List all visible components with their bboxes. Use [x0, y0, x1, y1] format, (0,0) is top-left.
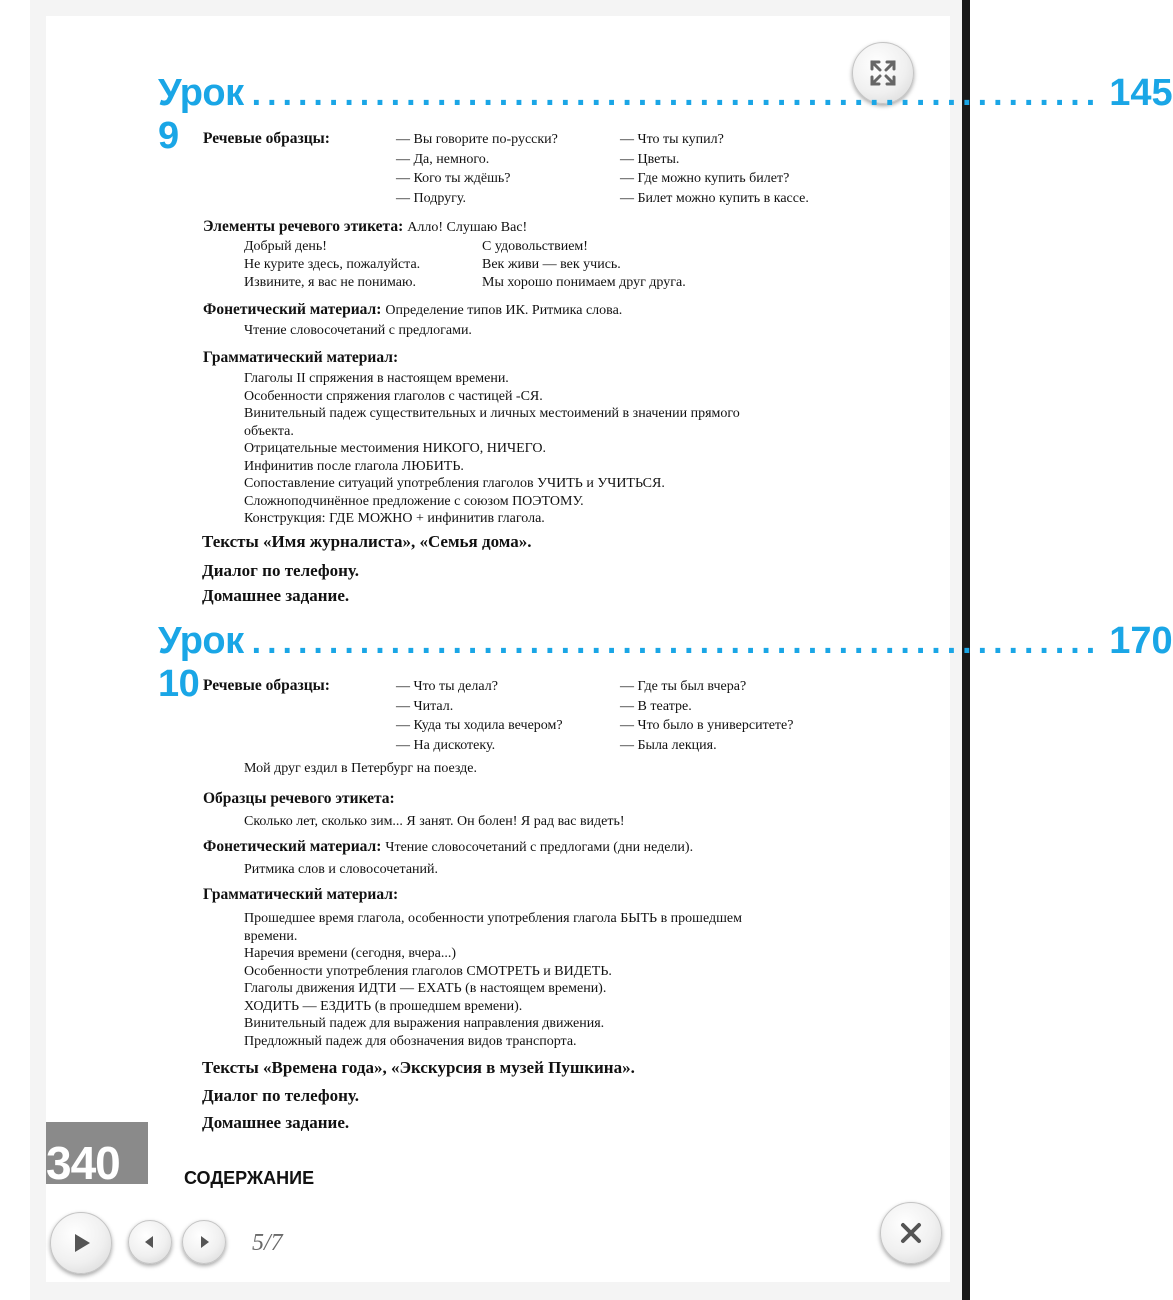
- close-button[interactable]: [880, 1202, 942, 1264]
- grammar-line: Особенности спряжения глаголов с частицей -СЯ.: [244, 388, 543, 404]
- lesson10-etiquette-line: Сколько лет, сколько зим... Я занят. Он болен! Я рад вас видеть!: [244, 814, 625, 829]
- prev-page-button[interactable]: [128, 1220, 172, 1264]
- lesson10-speech-label: Речевые образцы:: [203, 677, 330, 694]
- grammar-line: объекта.: [244, 423, 294, 439]
- etiquette-line: Извините, я вас не понимаю.: [244, 275, 416, 290]
- lesson10-phonetic-line: Ритмика слов и словосочетаний.: [244, 862, 439, 877]
- lesson10-grammar-list: [244, 910, 742, 1050]
- lesson10-speech-extra: Мой друг ездил в Петербург на поезде.: [244, 761, 478, 776]
- grammar-line: Прошедшее время глагола, особенности употребления глагола БЫТЬ в прошедшем: [244, 911, 742, 926]
- lesson10-phonetic-row: [203, 838, 693, 856]
- etiquette-line: Мы хорошо понимаем друг друга.: [482, 275, 686, 290]
- lesson9-page: 145: [1109, 72, 1173, 114]
- speech-line: — Была лекция.: [620, 737, 717, 753]
- speech-line: — Что ты купил?: [620, 132, 724, 147]
- grammar-line: Винительный падеж для выражения направления движения.: [244, 1016, 605, 1031]
- lesson10-title: Урок 10: [158, 620, 244, 705]
- lesson10-speech-grid: [396, 677, 860, 755]
- chevron-left-icon: [141, 1233, 159, 1251]
- etiquette-line: Не курите здесь, пожалуйста.: [244, 257, 421, 272]
- lesson9-etiquette-label: Элементы речевого этикета:: [203, 218, 404, 235]
- next-page-button[interactable]: [182, 1220, 226, 1264]
- lesson10-dialog: Диалог по телефону.: [202, 1086, 359, 1105]
- grammar-line: Глаголы движения ИДТИ — ЕХАТЬ (в настоящем времени).: [244, 981, 607, 996]
- lesson10-phonetic-inline: Чтение словосочетаний с предлогами (дни недели).: [385, 840, 694, 855]
- lesson9-phonetic-line: Чтение словосочетаний с предлогами.: [244, 323, 472, 338]
- page-number: 340: [46, 1137, 120, 1189]
- speech-line: — Вы говорите по-русски?: [396, 132, 558, 147]
- lesson9-etiquette-row: [203, 218, 527, 236]
- grammar-line: Инфинитив после глагола ЛЮБИТЬ.: [244, 458, 464, 474]
- lesson9-texts: Тексты «Имя журналиста», «Семья дома».: [202, 532, 532, 551]
- lesson9-phonetic-label: Фонетический материал:: [203, 301, 382, 318]
- speech-line: — Что ты делал?: [396, 679, 498, 694]
- lesson9-grammar-label: Грамматический материал:: [203, 349, 399, 366]
- speech-line: — Читал.: [396, 698, 454, 714]
- lesson10-etiquette-label: Образцы речевого этикета:: [203, 790, 395, 807]
- speech-line: — Подругу.: [396, 190, 466, 206]
- grammar-line: Отрицательные местоимения НИКОГО, НИЧЕГО.: [244, 441, 547, 456]
- speech-line: — Да, немного.: [396, 151, 490, 167]
- lesson9-speech-label: Речевые образцы:: [203, 130, 330, 147]
- lesson10-grammar-label: Грамматический материал:: [203, 886, 399, 903]
- lesson9-grammar-list: [244, 370, 740, 528]
- grammar-line: ХОДИТЬ — ЕЗДИТЬ (в прошедшем времени).: [244, 998, 523, 1014]
- speech-line: — Где ты был вчера?: [620, 679, 747, 694]
- close-icon: [899, 1221, 923, 1245]
- lesson9-etiquette-inline: Алло! Слушаю Вас!: [407, 220, 528, 235]
- grammar-line: Наречия времени (сегодня, вчера...): [244, 946, 457, 961]
- page-counter: 5/7: [252, 1230, 283, 1256]
- etiquette-line: С удовольствием!: [482, 239, 588, 254]
- play-button[interactable]: [50, 1212, 112, 1274]
- play-icon: [68, 1230, 94, 1256]
- lesson9-dialog: Диалог по телефону.: [202, 561, 359, 580]
- lesson9-etiquette-grid: [244, 238, 742, 292]
- speech-line: — Цветы.: [620, 151, 680, 167]
- lesson10-homework: Домашнее задание.: [202, 1113, 350, 1132]
- speech-line: — Билет можно купить в кассе.: [620, 190, 809, 206]
- lesson10-texts: Тексты «Времена года», «Экскурсия в музей Пушкина».: [202, 1058, 635, 1077]
- grammar-line: Предложный падеж для обозначения видов транспорта.: [244, 1033, 577, 1049]
- lesson9-homework: Домашнее задание.: [202, 586, 350, 605]
- grammar-line: Сложноподчинённое предложение с союзом ПОЭТОМУ.: [244, 493, 584, 509]
- grammar-line: Конструкция: ГДЕ МОЖНО + инфинитив глагола.: [244, 511, 545, 526]
- grammar-line: Винительный падеж существительных и личных местоимений в значении прямого: [244, 406, 740, 421]
- grammar-line: Сопоставление ситуаций употребления глаголов УЧИТЬ и УЧИТЬСЯ.: [244, 476, 665, 491]
- grammar-line: Особенности употребления глаголов СМОТРЕТЬ и ВИДЕТЬ.: [244, 963, 612, 979]
- lesson10-phonetic-label: Фонетический материал:: [203, 838, 382, 855]
- grammar-line: Глаголы II спряжения в настоящем времени.: [244, 371, 509, 386]
- grammar-line: времени.: [244, 928, 298, 944]
- lesson9-phonetic-inline: Определение типов ИК. Ритмика слова.: [385, 303, 623, 318]
- chevron-right-icon: [195, 1233, 213, 1251]
- speech-line: — Где можно купить билет?: [620, 171, 790, 186]
- speech-line: — В театре.: [620, 698, 692, 714]
- leader-dots: .......................................................: [251, 75, 1102, 113]
- speech-line: — Что было в университете?: [620, 718, 794, 733]
- section-title: СОДЕРЖАНИЕ: [184, 1168, 315, 1188]
- lesson9-title: Урок 9: [158, 72, 244, 157]
- lesson9-speech-grid: [396, 130, 860, 208]
- etiquette-line: Добрый день!: [244, 239, 327, 254]
- etiquette-line: Век живи — век учись.: [482, 257, 621, 272]
- lesson9-phonetic-row: [203, 301, 622, 319]
- speech-line: — На дискотеку.: [396, 737, 496, 753]
- speech-line: — Куда ты ходила вечером?: [396, 718, 563, 733]
- leader-dots: .......................................................: [251, 623, 1102, 661]
- lesson10-page: 170: [1109, 620, 1173, 662]
- speech-line: — Кого ты ждёшь?: [396, 171, 511, 186]
